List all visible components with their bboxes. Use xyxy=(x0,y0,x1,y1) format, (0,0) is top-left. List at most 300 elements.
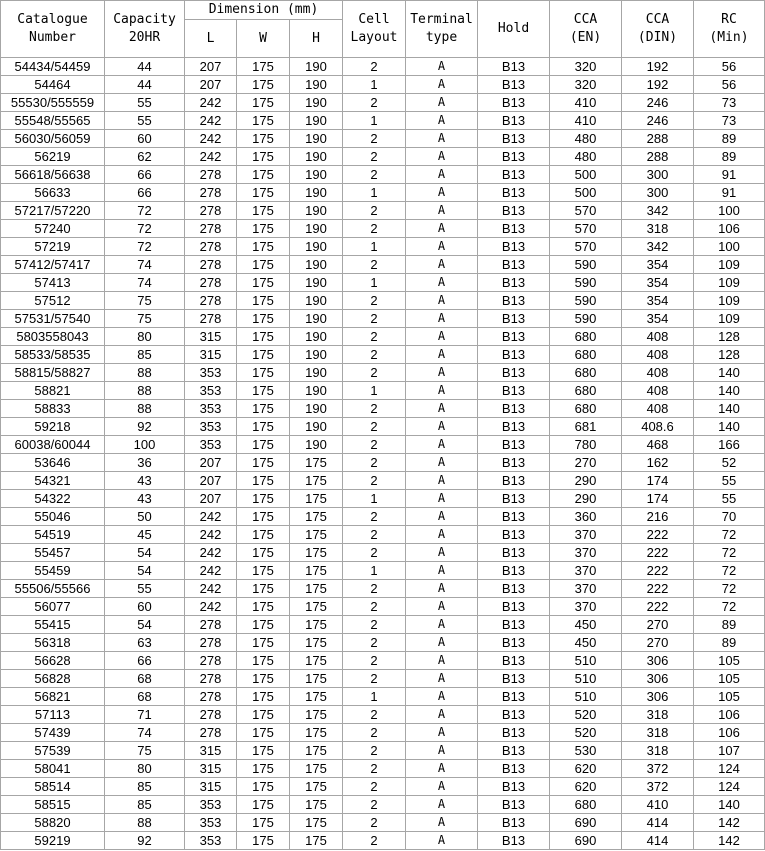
cell-cca-en: 620 xyxy=(550,778,622,796)
cell-width: 175 xyxy=(237,580,290,598)
header-cca-en xyxy=(550,1,622,58)
cell-cca-din: 408 xyxy=(622,400,694,418)
table-row xyxy=(1,796,765,814)
cell-height: 190 xyxy=(290,184,343,202)
cell-hold: B13 xyxy=(478,274,550,292)
table-row xyxy=(1,490,765,508)
cell-hold: B13 xyxy=(478,166,550,184)
cell-hold: B13 xyxy=(478,580,550,598)
cell-cell-layout: 2 xyxy=(343,58,406,76)
cell-cca-din: 468 xyxy=(622,436,694,454)
cell-cell-layout: 2 xyxy=(343,328,406,346)
header-capacity-line2: 20HR xyxy=(128,30,161,45)
cell-catalogue-number: 54519 xyxy=(1,526,105,544)
cell-capacity: 80 xyxy=(105,760,185,778)
table-row xyxy=(1,166,765,184)
cell-cca-en: 570 xyxy=(550,220,622,238)
table-row xyxy=(1,256,765,274)
header-cca-en-line1: CCA xyxy=(573,12,598,27)
cell-hold: B13 xyxy=(478,364,550,382)
cell-rc: 105 xyxy=(694,688,765,706)
table-row xyxy=(1,562,765,580)
cell-terminal-type: A xyxy=(406,274,478,292)
cell-terminal-type: A xyxy=(406,634,478,652)
table-row xyxy=(1,76,765,94)
cell-terminal-type: A xyxy=(406,490,478,508)
cell-terminal-type: A xyxy=(406,814,478,832)
cell-cca-en: 360 xyxy=(550,508,622,526)
cell-catalogue-number: 56618/56638 xyxy=(1,166,105,184)
cell-height: 175 xyxy=(290,508,343,526)
cell-length: 278 xyxy=(185,724,237,742)
cell-catalogue-number: 57240 xyxy=(1,220,105,238)
cell-cca-din: 288 xyxy=(622,148,694,166)
header-catalogue-number xyxy=(1,1,105,58)
cell-rc: 140 xyxy=(694,364,765,382)
cell-hold: B13 xyxy=(478,184,550,202)
table-row xyxy=(1,400,765,418)
cell-capacity: 50 xyxy=(105,508,185,526)
cell-height: 175 xyxy=(290,526,343,544)
cell-cca-en: 520 xyxy=(550,724,622,742)
cell-cca-din: 222 xyxy=(622,562,694,580)
cell-terminal-type: A xyxy=(406,706,478,724)
cell-terminal-type: A xyxy=(406,778,478,796)
cell-cca-din: 306 xyxy=(622,652,694,670)
cell-terminal-type: A xyxy=(406,544,478,562)
cell-hold: B13 xyxy=(478,562,550,580)
cell-catalogue-number: 55506/55566 xyxy=(1,580,105,598)
cell-length: 242 xyxy=(185,544,237,562)
cell-width: 175 xyxy=(237,76,290,94)
cell-width: 175 xyxy=(237,274,290,292)
cell-cell-layout: 2 xyxy=(343,760,406,778)
cell-hold: B13 xyxy=(478,436,550,454)
cell-height: 175 xyxy=(290,634,343,652)
cell-catalogue-number: 56077 xyxy=(1,598,105,616)
cell-terminal-type: A xyxy=(406,184,478,202)
cell-height: 190 xyxy=(290,310,343,328)
cell-capacity: 54 xyxy=(105,544,185,562)
cell-hold: B13 xyxy=(478,670,550,688)
cell-catalogue-number: 54322 xyxy=(1,490,105,508)
cell-cell-layout: 2 xyxy=(343,130,406,148)
cell-cca-en: 370 xyxy=(550,580,622,598)
cell-length: 278 xyxy=(185,652,237,670)
cell-cell-layout: 2 xyxy=(343,670,406,688)
cell-length: 242 xyxy=(185,130,237,148)
cell-rc: 72 xyxy=(694,562,765,580)
cell-terminal-type: A xyxy=(406,400,478,418)
cell-hold: B13 xyxy=(478,328,550,346)
cell-height: 190 xyxy=(290,436,343,454)
cell-cca-en: 780 xyxy=(550,436,622,454)
cell-width: 175 xyxy=(237,418,290,436)
header-catalogue-line2: Number xyxy=(29,30,76,45)
cell-width: 175 xyxy=(237,796,290,814)
cell-rc: 107 xyxy=(694,742,765,760)
cell-capacity: 100 xyxy=(105,436,185,454)
cell-width: 175 xyxy=(237,652,290,670)
cell-cca-din: 174 xyxy=(622,490,694,508)
cell-height: 175 xyxy=(290,472,343,490)
cell-width: 175 xyxy=(237,814,290,832)
cell-cca-en: 590 xyxy=(550,274,622,292)
cell-length: 207 xyxy=(185,58,237,76)
cell-length: 278 xyxy=(185,292,237,310)
cell-hold: B13 xyxy=(478,508,550,526)
cell-width: 175 xyxy=(237,562,290,580)
cell-cca-din: 246 xyxy=(622,112,694,130)
table-row xyxy=(1,184,765,202)
cell-cca-din: 318 xyxy=(622,220,694,238)
cell-cca-din: 354 xyxy=(622,256,694,274)
cell-capacity: 44 xyxy=(105,76,185,94)
cell-width: 175 xyxy=(237,508,290,526)
table-row xyxy=(1,148,765,166)
cell-catalogue-number: 56633 xyxy=(1,184,105,202)
table-row xyxy=(1,130,765,148)
cell-cell-layout: 2 xyxy=(343,364,406,382)
cell-rc: 73 xyxy=(694,94,765,112)
cell-rc: 56 xyxy=(694,58,765,76)
cell-rc: 166 xyxy=(694,436,765,454)
header-rc-line2: (Min) xyxy=(709,30,749,45)
cell-length: 278 xyxy=(185,706,237,724)
cell-terminal-type: A xyxy=(406,238,478,256)
cell-catalogue-number: 56821 xyxy=(1,688,105,706)
cell-cell-layout: 2 xyxy=(343,436,406,454)
cell-terminal-type: A xyxy=(406,598,478,616)
header-cca-din-line2: (DIN) xyxy=(637,30,678,45)
cell-rc: 89 xyxy=(694,616,765,634)
table-row xyxy=(1,742,765,760)
cell-cca-din: 192 xyxy=(622,58,694,76)
table-row xyxy=(1,724,765,742)
cell-cell-layout: 1 xyxy=(343,562,406,580)
cell-cca-din: 318 xyxy=(622,706,694,724)
cell-hold: B13 xyxy=(478,598,550,616)
table-row xyxy=(1,508,765,526)
cell-capacity: 92 xyxy=(105,418,185,436)
cell-cell-layout: 1 xyxy=(343,76,406,94)
cell-hold: B13 xyxy=(478,490,550,508)
cell-height: 175 xyxy=(290,742,343,760)
cell-capacity: 80 xyxy=(105,328,185,346)
cell-cca-en: 570 xyxy=(550,238,622,256)
cell-catalogue-number: 57217/57220 xyxy=(1,202,105,220)
cell-length: 315 xyxy=(185,760,237,778)
cell-terminal-type: A xyxy=(406,202,478,220)
cell-cca-en: 370 xyxy=(550,526,622,544)
cell-hold: B13 xyxy=(478,112,550,130)
cell-hold: B13 xyxy=(478,76,550,94)
table-row xyxy=(1,310,765,328)
cell-cca-en: 510 xyxy=(550,688,622,706)
cell-catalogue-number: 58833 xyxy=(1,400,105,418)
cell-height: 175 xyxy=(290,616,343,634)
cell-length: 242 xyxy=(185,94,237,112)
cell-cell-layout: 2 xyxy=(343,778,406,796)
cell-height: 190 xyxy=(290,346,343,364)
header-capacity-line1: Capacity xyxy=(113,12,176,27)
cell-length: 207 xyxy=(185,472,237,490)
cell-capacity: 68 xyxy=(105,670,185,688)
header-catalogue-line1: Catalogue xyxy=(17,12,88,27)
cell-cca-din: 306 xyxy=(622,670,694,688)
cell-catalogue-number: 59218 xyxy=(1,418,105,436)
cell-terminal-type: A xyxy=(406,742,478,760)
cell-width: 175 xyxy=(237,112,290,130)
cell-length: 207 xyxy=(185,490,237,508)
table-row xyxy=(1,778,765,796)
cell-catalogue-number: 58821 xyxy=(1,382,105,400)
cell-height: 190 xyxy=(290,364,343,382)
cell-hold: B13 xyxy=(478,58,550,76)
cell-cell-layout: 2 xyxy=(343,220,406,238)
cell-terminal-type: A xyxy=(406,454,478,472)
cell-terminal-type: A xyxy=(406,220,478,238)
cell-capacity: 55 xyxy=(105,580,185,598)
cell-capacity: 54 xyxy=(105,616,185,634)
cell-terminal-type: A xyxy=(406,382,478,400)
cell-rc: 73 xyxy=(694,112,765,130)
cell-cca-en: 320 xyxy=(550,76,622,94)
cell-width: 175 xyxy=(237,184,290,202)
cell-cca-din: 354 xyxy=(622,292,694,310)
cell-cca-din: 246 xyxy=(622,94,694,112)
cell-hold: B13 xyxy=(478,814,550,832)
cell-length: 353 xyxy=(185,814,237,832)
cell-catalogue-number: 56628 xyxy=(1,652,105,670)
cell-hold: B13 xyxy=(478,400,550,418)
cell-cca-en: 520 xyxy=(550,706,622,724)
header-hold: Hold xyxy=(478,1,550,58)
header-capacity xyxy=(105,1,185,58)
cell-height: 175 xyxy=(290,454,343,472)
cell-length: 242 xyxy=(185,148,237,166)
cell-hold: B13 xyxy=(478,130,550,148)
cell-cca-en: 680 xyxy=(550,364,622,382)
cell-cca-din: 288 xyxy=(622,130,694,148)
cell-hold: B13 xyxy=(478,292,550,310)
cell-cell-layout: 2 xyxy=(343,742,406,760)
cell-length: 315 xyxy=(185,346,237,364)
cell-cca-en: 450 xyxy=(550,634,622,652)
cell-cell-layout: 2 xyxy=(343,310,406,328)
cell-capacity: 88 xyxy=(105,382,185,400)
table-row xyxy=(1,670,765,688)
cell-width: 175 xyxy=(237,328,290,346)
cell-rc: 128 xyxy=(694,328,765,346)
cell-terminal-type: A xyxy=(406,112,478,130)
cell-height: 190 xyxy=(290,292,343,310)
cell-rc: 72 xyxy=(694,580,765,598)
cell-capacity: 85 xyxy=(105,346,185,364)
cell-terminal-type: A xyxy=(406,652,478,670)
cell-rc: 55 xyxy=(694,490,765,508)
cell-cell-layout: 1 xyxy=(343,112,406,130)
cell-width: 175 xyxy=(237,634,290,652)
cell-rc: 89 xyxy=(694,148,765,166)
cell-terminal-type: A xyxy=(406,670,478,688)
cell-height: 175 xyxy=(290,562,343,580)
cell-width: 175 xyxy=(237,706,290,724)
cell-hold: B13 xyxy=(478,778,550,796)
cell-cell-layout: 2 xyxy=(343,166,406,184)
cell-catalogue-number: 56318 xyxy=(1,634,105,652)
cell-capacity: 88 xyxy=(105,364,185,382)
cell-height: 175 xyxy=(290,598,343,616)
cell-catalogue-number: 57539 xyxy=(1,742,105,760)
cell-height: 190 xyxy=(290,76,343,94)
cell-height: 190 xyxy=(290,382,343,400)
cell-capacity: 88 xyxy=(105,400,185,418)
cell-rc: 89 xyxy=(694,130,765,148)
cell-length: 242 xyxy=(185,580,237,598)
cell-length: 353 xyxy=(185,400,237,418)
table-header xyxy=(1,1,765,58)
table-row xyxy=(1,760,765,778)
cell-width: 175 xyxy=(237,616,290,634)
cell-terminal-type: A xyxy=(406,616,478,634)
cell-cca-din: 270 xyxy=(622,634,694,652)
cell-rc: 72 xyxy=(694,598,765,616)
cell-cca-en: 681 xyxy=(550,418,622,436)
cell-width: 175 xyxy=(237,238,290,256)
cell-cell-layout: 1 xyxy=(343,238,406,256)
cell-rc: 91 xyxy=(694,166,765,184)
cell-capacity: 72 xyxy=(105,220,185,238)
cell-cell-layout: 1 xyxy=(343,184,406,202)
cell-width: 175 xyxy=(237,220,290,238)
table-row xyxy=(1,202,765,220)
cell-rc: 140 xyxy=(694,418,765,436)
cell-length: 315 xyxy=(185,778,237,796)
cell-catalogue-number: 5803558043 xyxy=(1,328,105,346)
cell-cell-layout: 2 xyxy=(343,346,406,364)
cell-hold: B13 xyxy=(478,238,550,256)
cell-cca-din: 408 xyxy=(622,364,694,382)
cell-length: 278 xyxy=(185,274,237,292)
cell-width: 175 xyxy=(237,598,290,616)
header-width: W xyxy=(237,20,290,58)
cell-cca-en: 370 xyxy=(550,544,622,562)
cell-terminal-type: A xyxy=(406,562,478,580)
cell-height: 175 xyxy=(290,814,343,832)
cell-cca-en: 680 xyxy=(550,328,622,346)
cell-cca-din: 222 xyxy=(622,526,694,544)
cell-catalogue-number: 58515 xyxy=(1,796,105,814)
cell-capacity: 45 xyxy=(105,526,185,544)
cell-cca-din: 408.6 xyxy=(622,418,694,436)
cell-cca-din: 408 xyxy=(622,382,694,400)
cell-hold: B13 xyxy=(478,652,550,670)
cell-height: 175 xyxy=(290,832,343,850)
cell-hold: B13 xyxy=(478,472,550,490)
cell-capacity: 44 xyxy=(105,58,185,76)
cell-catalogue-number: 54434/54459 xyxy=(1,58,105,76)
cell-cca-din: 162 xyxy=(622,454,694,472)
cell-cell-layout: 2 xyxy=(343,202,406,220)
cell-width: 175 xyxy=(237,472,290,490)
cell-cca-din: 216 xyxy=(622,508,694,526)
header-cell-layout-line1: Cell xyxy=(358,12,390,27)
table-row xyxy=(1,652,765,670)
cell-capacity: 63 xyxy=(105,634,185,652)
cell-cell-layout: 2 xyxy=(343,508,406,526)
header-cca-din-line1: CCA xyxy=(645,12,670,27)
cell-cell-layout: 2 xyxy=(343,400,406,418)
cell-rc: 100 xyxy=(694,202,765,220)
cell-length: 278 xyxy=(185,616,237,634)
cell-width: 175 xyxy=(237,256,290,274)
cell-hold: B13 xyxy=(478,256,550,274)
cell-cca-en: 510 xyxy=(550,652,622,670)
cell-terminal-type: A xyxy=(406,292,478,310)
cell-rc: 56 xyxy=(694,76,765,94)
cell-catalogue-number: 57531/57540 xyxy=(1,310,105,328)
cell-rc: 109 xyxy=(694,256,765,274)
cell-cca-din: 372 xyxy=(622,778,694,796)
cell-cca-en: 680 xyxy=(550,796,622,814)
cell-rc: 105 xyxy=(694,670,765,688)
table-row xyxy=(1,292,765,310)
table-row xyxy=(1,112,765,130)
table-row xyxy=(1,94,765,112)
cell-hold: B13 xyxy=(478,418,550,436)
cell-terminal-type: A xyxy=(406,760,478,778)
cell-capacity: 36 xyxy=(105,454,185,472)
cell-cell-layout: 2 xyxy=(343,616,406,634)
cell-capacity: 62 xyxy=(105,148,185,166)
cell-catalogue-number: 57113 xyxy=(1,706,105,724)
cell-capacity: 43 xyxy=(105,490,185,508)
cell-length: 315 xyxy=(185,328,237,346)
cell-hold: B13 xyxy=(478,796,550,814)
cell-rc: 140 xyxy=(694,796,765,814)
cell-hold: B13 xyxy=(478,544,550,562)
table-row xyxy=(1,238,765,256)
cell-height: 190 xyxy=(290,166,343,184)
cell-capacity: 66 xyxy=(105,166,185,184)
cell-rc: 72 xyxy=(694,526,765,544)
cell-cca-din: 408 xyxy=(622,328,694,346)
cell-cca-din: 222 xyxy=(622,598,694,616)
cell-cca-din: 414 xyxy=(622,832,694,850)
cell-length: 278 xyxy=(185,688,237,706)
cell-height: 175 xyxy=(290,670,343,688)
cell-length: 278 xyxy=(185,670,237,688)
cell-capacity: 72 xyxy=(105,202,185,220)
cell-length: 353 xyxy=(185,796,237,814)
cell-height: 190 xyxy=(290,58,343,76)
cell-cca-din: 306 xyxy=(622,688,694,706)
cell-height: 175 xyxy=(290,580,343,598)
cell-rc: 70 xyxy=(694,508,765,526)
cell-hold: B13 xyxy=(478,634,550,652)
cell-capacity: 66 xyxy=(105,652,185,670)
table-row xyxy=(1,382,765,400)
table-row xyxy=(1,274,765,292)
cell-catalogue-number: 58820 xyxy=(1,814,105,832)
cell-height: 175 xyxy=(290,490,343,508)
cell-cca-en: 510 xyxy=(550,670,622,688)
cell-terminal-type: A xyxy=(406,796,478,814)
cell-width: 175 xyxy=(237,202,290,220)
cell-catalogue-number: 55415 xyxy=(1,616,105,634)
cell-terminal-type: A xyxy=(406,58,478,76)
